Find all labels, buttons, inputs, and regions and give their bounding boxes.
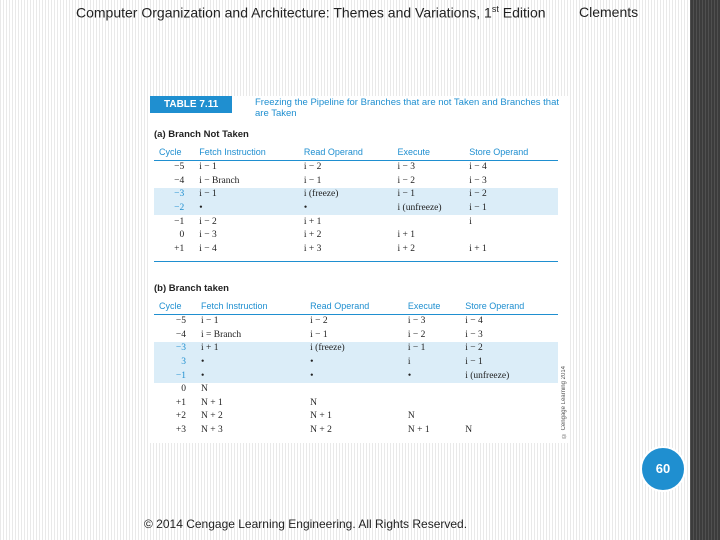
slide-header-title: Computer Organization and Architecture: Themes and Variations, 1st Edition [76,4,546,21]
cell-cycle: −1 [154,369,196,383]
cell-store: i − 3 [465,329,483,340]
table-label: TABLE 7.11 [150,96,232,113]
cell-cycle: 0 [179,230,185,241]
cell-cycle: +2 [175,411,186,422]
table-branch-not-taken [154,144,558,256]
cell-fetch: i = Branch [201,329,242,340]
table-row [154,410,558,424]
column-header-store: Store Operand [460,298,558,315]
cell-cycle: −3 [154,342,196,356]
cell-store: i − 1 [464,202,558,216]
cell-store: i − 4 [465,316,483,327]
cell-fetch: • [194,202,299,216]
table-row [154,175,558,189]
cell-execute: i − 1 [393,188,465,202]
cell-read: i + 2 [303,230,322,241]
page-number-badge: 60 [640,446,686,492]
cell-execute: i − 1 [403,342,460,356]
cell-execute: i [403,356,460,370]
cell-store: i [469,216,472,227]
cell-cycle: 3 [154,356,196,370]
cell-store [460,410,558,424]
cell-cycle: −2 [154,202,194,216]
cell-execute: N + 1 [407,425,430,436]
cell-execute: i − 2 [397,175,416,186]
cell-read: i − 2 [310,316,328,327]
cell-execute [403,397,460,411]
table-row [154,161,558,175]
table-row [154,397,558,411]
cell-store: i − 4 [469,162,487,173]
cell-store [460,397,558,411]
cell-execute [393,215,465,229]
column-header-read: Read Operand [305,298,403,315]
cell-cycle: −3 [154,188,194,202]
table-row [154,356,558,370]
cell-execute: i + 2 [397,243,416,254]
cell-execute: N [407,411,415,422]
cell-cycle: +1 [174,243,185,254]
cell-cycle: −4 [174,175,185,186]
table-row [154,229,558,243]
cell-store: i + 1 [469,243,487,254]
cell-read: i − 1 [310,329,328,340]
section-b-title: (b) Branch taken [154,283,229,294]
column-header-execute: Execute [403,298,460,315]
table-row [154,329,558,343]
cell-read: i − 2 [303,162,322,173]
cell-execute: i (unfreeze) [393,202,465,216]
cell-fetch: N + 1 [201,397,223,408]
cell-execute [403,383,460,397]
copyright-credit: © Cengage Learning 2014 [561,366,567,439]
cell-store: i − 2 [460,342,558,356]
cell-cycle: −1 [174,216,185,227]
cell-read: i (freeze) [305,342,403,356]
cell-store: i − 1 [460,356,558,370]
cell-store [460,383,558,397]
cell-cycle: +1 [175,397,186,408]
cell-read: N + 1 [310,411,332,422]
cell-read: i + 1 [303,216,322,227]
cell-fetch: i + 1 [196,342,305,356]
column-header-cycle: Cycle [154,144,194,161]
table-row [154,369,558,383]
table-row [154,243,558,257]
cell-fetch: i − 1 [194,188,299,202]
table-row [154,315,558,329]
cell-cycle: −4 [175,329,186,340]
cell-fetch: i − 1 [199,162,217,173]
section-a-title: (a) Branch Not Taken [154,129,249,140]
cell-fetch: i − Branch [199,175,240,186]
cell-read: • [305,369,403,383]
column-header-execute: Execute [393,144,465,161]
footer-copyright: © 2014 Cengage Learning Engineering. All Rights Reserved. [144,517,468,531]
cell-store: i (unfreeze) [460,369,558,383]
cell-execute: • [403,369,460,383]
cell-fetch: N + 2 [201,411,223,422]
cell-read: N + 2 [310,425,332,436]
cell-fetch: i − 4 [199,243,217,254]
cell-fetch: i − 3 [199,230,217,241]
column-header-fetch: Fetch Instruction [194,144,299,161]
cell-read: i (freeze) [299,188,393,202]
cell-fetch: i − 2 [199,216,217,227]
cell-read: i − 1 [303,175,322,186]
table-row [154,383,558,397]
table-row [154,342,558,356]
cell-store: N [465,425,473,436]
column-header-cycle: Cycle [154,298,196,315]
table-row [154,188,558,202]
section-divider [154,261,558,262]
cell-read: • [305,356,403,370]
cell-fetch: • [196,369,305,383]
cell-cycle: 0 [181,384,186,395]
table-branch-taken [154,298,558,437]
table-row [154,202,558,216]
table-row [154,424,558,438]
cell-execute: i − 2 [407,329,426,340]
table-caption [150,96,568,122]
column-header-read: Read Operand [299,144,393,161]
slide-header-author: Clements [579,4,639,20]
column-header-store: Store Operand [464,144,558,161]
cell-execute: i − 3 [397,162,416,173]
cell-execute: i − 3 [407,316,426,327]
cell-cycle: −5 [174,162,185,173]
cell-execute: i + 1 [397,230,416,241]
table-title: Freezing the Pipeline for Branches that are not Taken and Branches that are Taken [255,97,560,119]
cell-store: i − 2 [464,188,558,202]
column-header-fetch: Fetch Instruction [196,298,305,315]
cell-fetch: N [201,384,208,395]
cell-fetch: i − 1 [201,316,219,327]
cell-read: N [310,397,318,408]
cell-read: • [299,202,393,216]
cell-read [305,383,403,397]
cell-read: i + 3 [303,243,322,254]
table-row [154,215,558,229]
cell-store [464,229,558,243]
cell-store: i − 3 [469,175,487,186]
cell-cycle: −5 [175,316,186,327]
cell-cycle: +3 [175,425,186,436]
table-figure [150,96,568,443]
cell-fetch: • [196,356,305,370]
cell-fetch: N + 3 [201,425,223,436]
